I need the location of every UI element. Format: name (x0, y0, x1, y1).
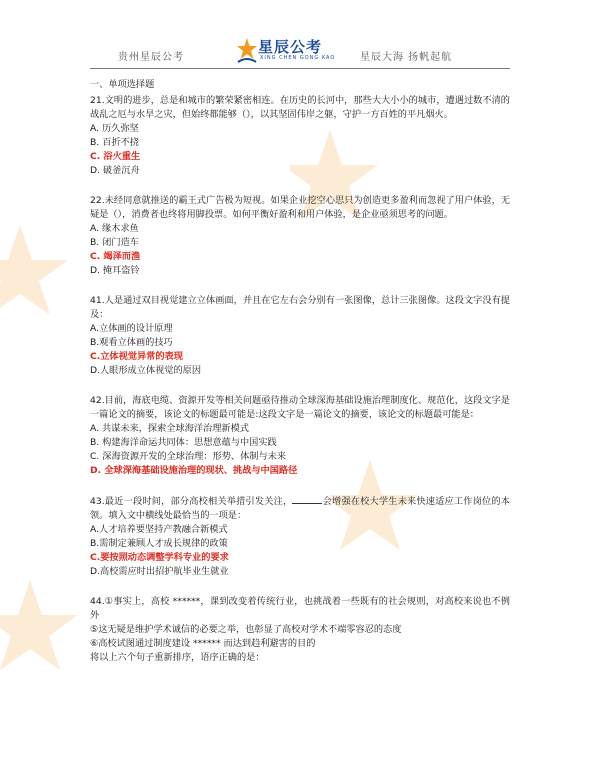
option-d: D.高校需应时出招护航毕业生就业 (90, 566, 229, 577)
question-22 (90, 194, 510, 278)
option-a: A. 历久弥坚 (90, 123, 139, 134)
page-header (0, 0, 600, 70)
option-c-answer: C.立体视觉异常的表现 (90, 351, 183, 362)
question-43 (90, 494, 510, 579)
section-title: 一、单项选择题 (90, 79, 155, 90)
question-stem (90, 494, 510, 523)
question-stem: 22.未经同意就推送的霸王式广告极为短视。如果企业挖空心思只为创造更多盈利而忽视了用户体验，无疑是（），消费者也终将用脚投票。如何平衡好盈利和用户体验，是企业亟须思考的问题。 (90, 195, 510, 220)
option-d: D. 破釜沉舟 (90, 165, 140, 176)
question-41 (90, 294, 510, 378)
header-right-slogan: 星辰大海 扬帆起航 (360, 52, 453, 63)
question-21 (90, 94, 510, 178)
option-b: B.观看立体画的技巧 (90, 337, 173, 348)
stem-before-blank: 43.最近一段时间，部分高校相关举措引发关注， (90, 496, 293, 507)
question-42 (90, 394, 510, 478)
option-a: A. 缘木求鱼 (90, 223, 139, 234)
star-logo-icon (236, 36, 258, 66)
question-44 (90, 595, 510, 665)
logo-text: 星辰公考 (258, 38, 323, 56)
option-a: A.立体画的设计原理 (90, 323, 173, 334)
option-c-answer: C. 竭泽而渔 (90, 251, 141, 262)
brand-logo (236, 36, 356, 70)
fill-blank (292, 494, 322, 504)
option-b: B.需制定兼顾人才成长规律的政策 (90, 538, 228, 549)
option-d: D.人眼形成立体视觉的原因 (90, 365, 202, 376)
question-stem: 21.文明的进步，总是和城市的繁荣紧密相连。在历史的长河中，那些大大小小的城市，遭遇过数不清的战乱之厄与水旱之灾，但始终都能够（），以其坚固伟岸之躯，守护一方百姓的平凡烟火。 (90, 95, 510, 120)
question-line: 将以上六个句子重新排序，语序正确的是： (90, 652, 265, 663)
option-c-answer: C. 浴火重生 (90, 151, 141, 162)
option-a: A. 共谋未来，探索全球海洋治理新模式 (90, 423, 249, 434)
header-left-text: 贵州星辰公考 (118, 52, 184, 63)
option-b: B. 百折不挠 (90, 137, 139, 148)
question-line: ⑤这无疑是维护学术诚信的必要之举，也彰显了高校对学术不端零容忍的态度 (90, 624, 402, 635)
question-line: 44.①事实上，高校 ******，课到改变着传统行业，也挑战着一些既有的社会规则，对高校来说也不例外 (90, 596, 510, 621)
option-d-answer: D. 全球深海基础设施治理的现状、挑战与中国路径 (90, 465, 298, 476)
option-c: C. 深海资源开发的全球治理：形势、体制与未来 (90, 451, 287, 462)
option-d: D. 掩耳盗铃 (90, 265, 140, 276)
option-b: B. 闭门造车 (90, 237, 139, 248)
option-c-answer: C.要按照动态调整学科专业的要求 (90, 552, 229, 563)
option-a: A.人才培养要坚持产教融合新模式 (90, 524, 228, 535)
logo-subtext: XING CHEN GONG KAO (260, 55, 336, 61)
question-line: ⑥高校试图通过制度建设 ****** 而达到趋利避害的目的 (90, 638, 316, 649)
question-stem: 42.目前，海底电缆、资源开发等相关问题亟待推动全球深海基础设施治理制度化、规范化，这段文字是一篇论文的摘要，该论文的标题最可能是:这段文字是一篇论文的摘要，该论文的标题最可能是： (90, 395, 510, 420)
question-stem: 41.人是通过双目视觉建立立体画面，并且在它左右会分别有一张图像，总计三张图像。这段文字没有提及： (90, 295, 510, 320)
header-divider (90, 68, 510, 69)
stem-after-blank: 会增强在校大学生未来快速适应工作岗位的本领。填入文中横线处最恰当的一项是： (90, 496, 510, 521)
option-b: B. 构建海洋命运共同体：思想意蕴与中国实践 (90, 437, 277, 448)
question-content (90, 78, 510, 681)
